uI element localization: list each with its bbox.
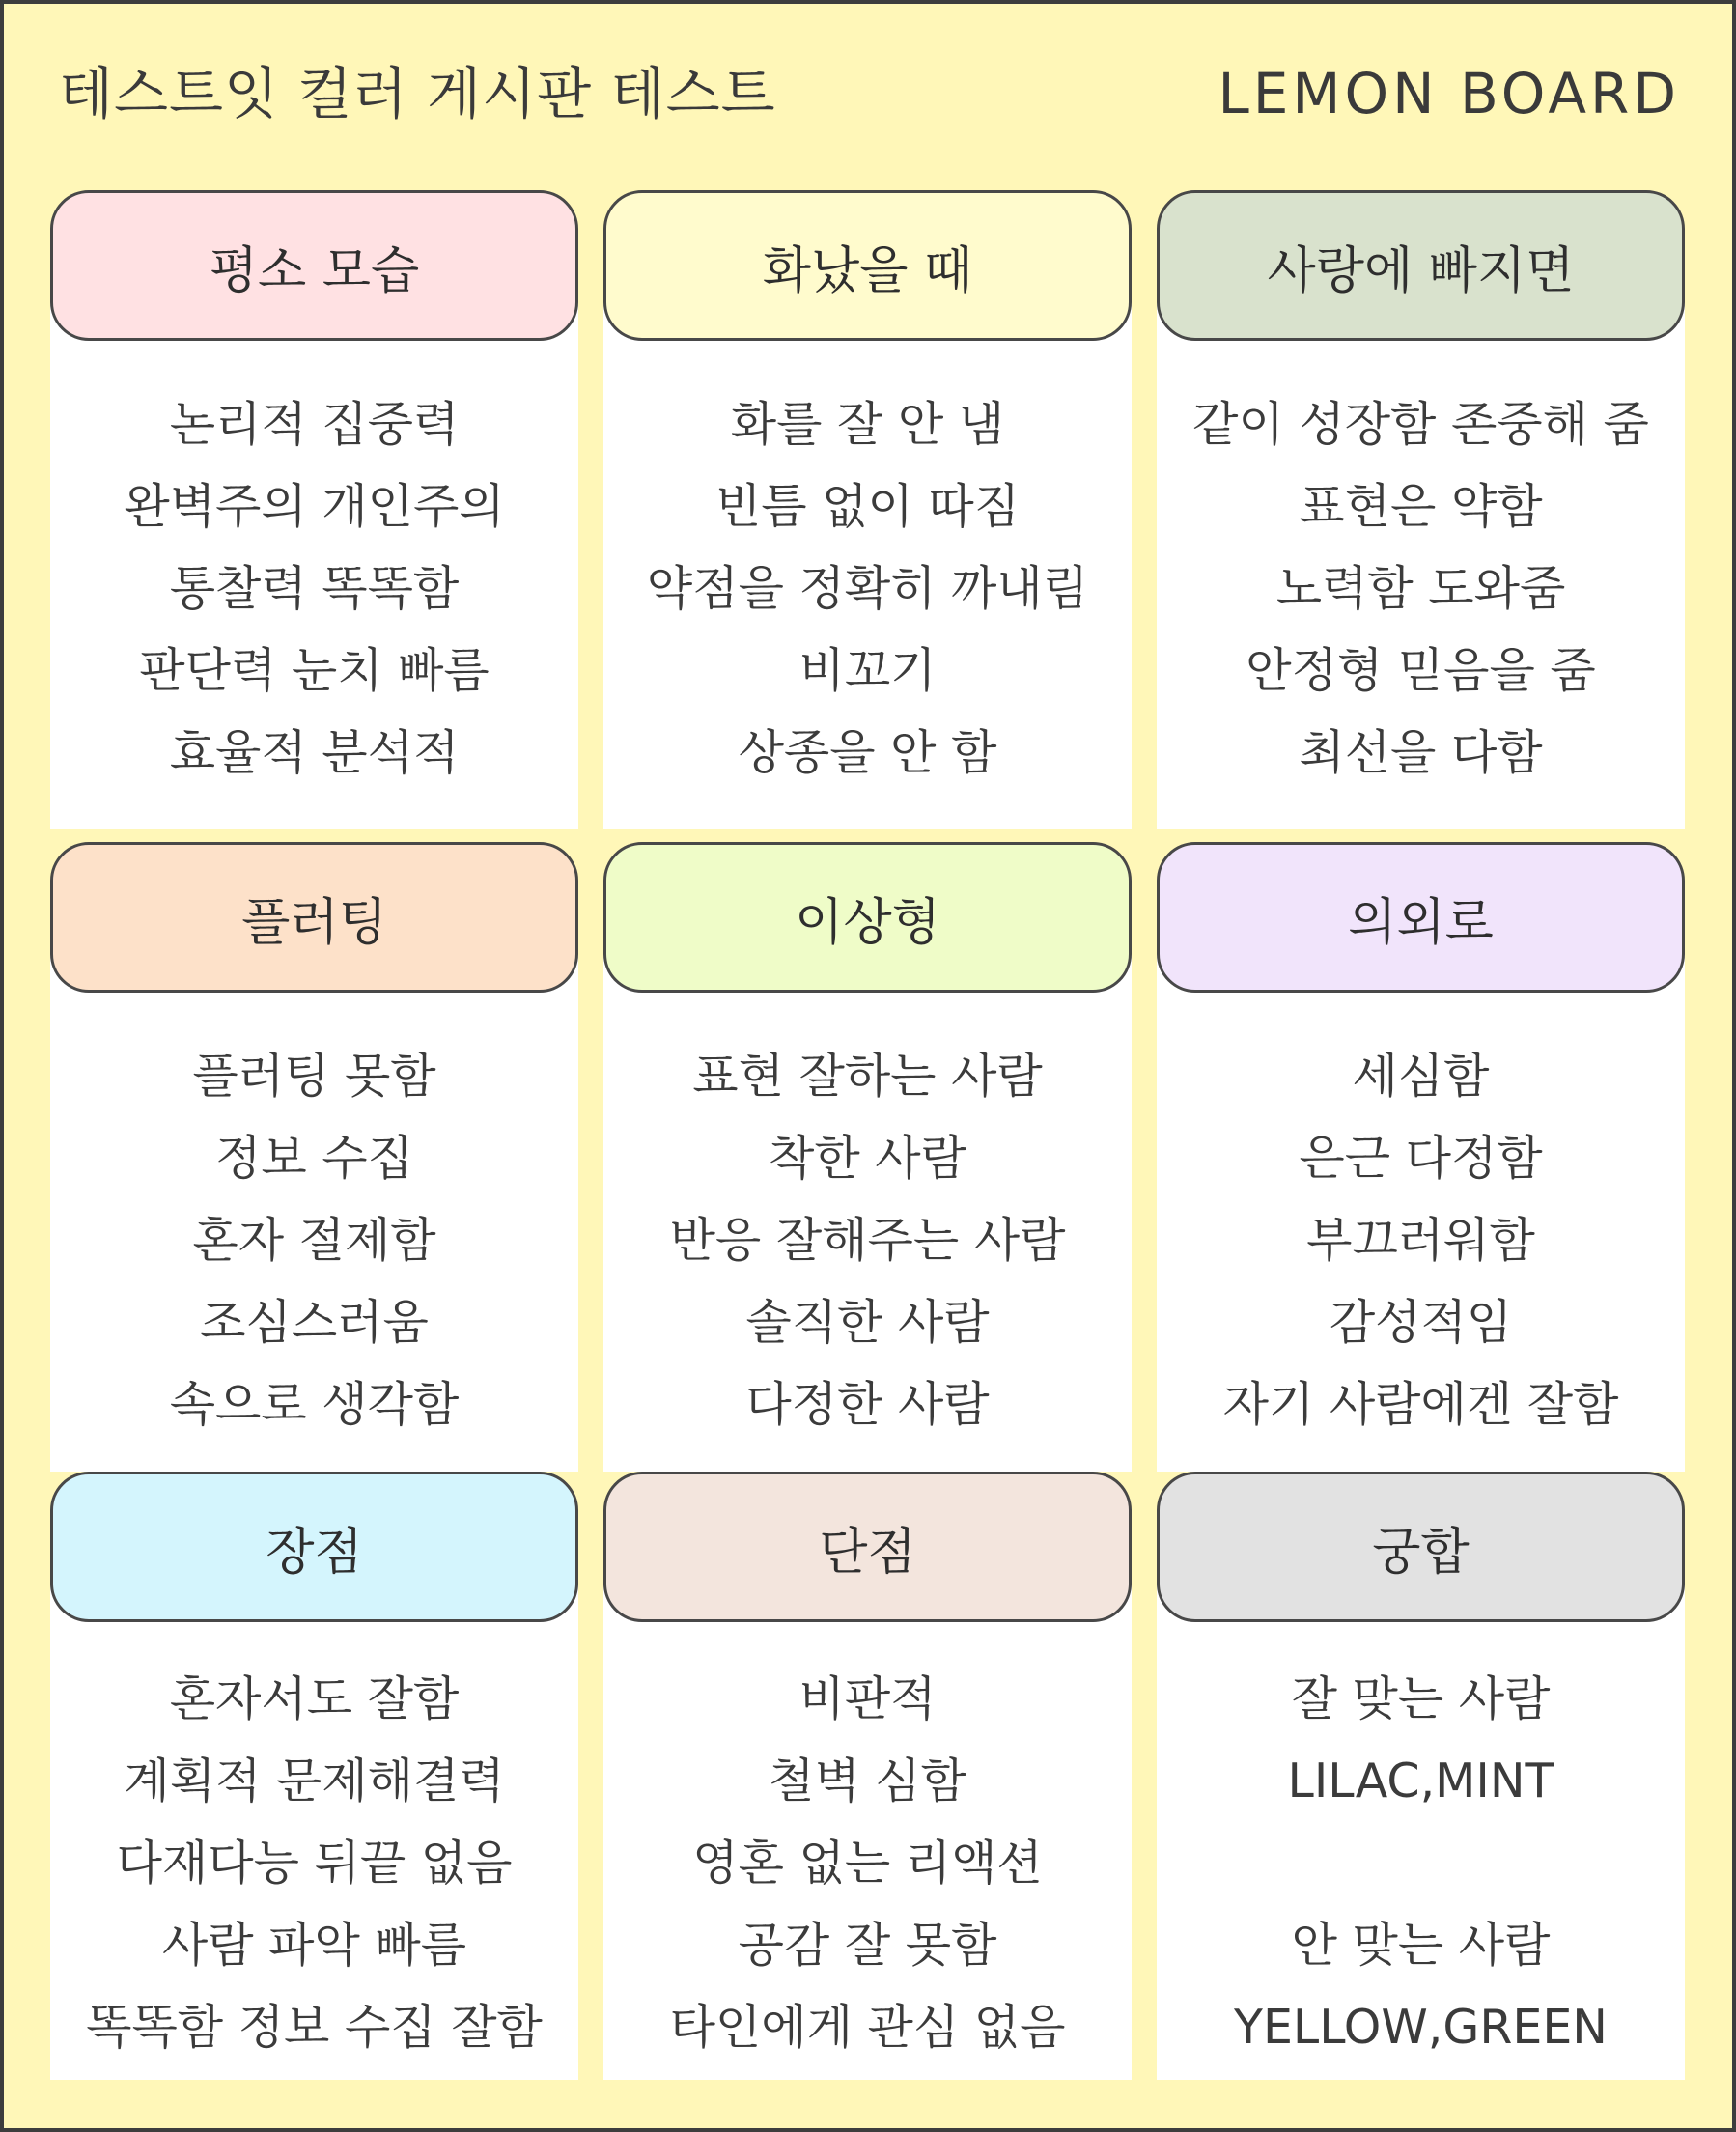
list-item: 공감 잘 못함	[738, 1918, 997, 1973]
list-item: 비꼬기	[798, 643, 937, 698]
list-item: 자기 사람에겐 잘함	[1222, 1377, 1619, 1432]
list-item: 표현 잘하는 사람	[692, 1049, 1043, 1104]
list-item: 비판적	[798, 1671, 937, 1726]
card-strengths	[50, 1472, 578, 2080]
list-item: 사람 파악 빠름	[161, 1918, 467, 1973]
list-item: 화를 잘 안 냄	[730, 397, 1005, 452]
list-item: 계획적 문제해결력	[124, 1753, 505, 1809]
list-item: 정보 수집	[215, 1131, 413, 1186]
card-list	[603, 383, 1132, 794]
list-item: 은근 다정함	[1299, 1131, 1543, 1186]
card-heading: 플러팅	[50, 842, 578, 993]
card-list	[50, 383, 578, 794]
list-item: 혼자 절제함	[192, 1213, 436, 1268]
card-heading: 평소 모습	[50, 190, 578, 341]
list-item: 플러팅 못함	[192, 1049, 436, 1104]
list-item: 약점을 정확히 까내림	[646, 561, 1089, 616]
card-list	[1157, 383, 1685, 794]
card-flirting	[50, 842, 578, 1472]
list-item: 솔직한 사람	[745, 1295, 990, 1350]
list-item: 안 맞는 사람	[1291, 1918, 1551, 1973]
card-list	[603, 1035, 1132, 1445]
card-heading: 궁합	[1157, 1472, 1685, 1622]
list-item: 같이 성장함 존중해 줌	[1192, 397, 1649, 452]
card-heading: 단점	[603, 1472, 1132, 1622]
list-item: 혼자서도 잘함	[169, 1671, 460, 1726]
list-item: 반응 잘해주는 사람	[669, 1213, 1066, 1268]
list-item: 완벽주의 개인주의	[124, 479, 505, 534]
list-item: 다재다능 뒤끝 없음	[116, 1836, 513, 1891]
list-item: 논리적 집중력	[169, 397, 460, 452]
list-item: 안정형 믿음을 줌	[1246, 643, 1596, 698]
card-list	[1157, 1658, 1685, 2068]
list-item: 잘 맞는 사람	[1291, 1671, 1551, 1726]
card-list	[1157, 1035, 1685, 1445]
list-item: 최선을 다함	[1299, 725, 1543, 780]
list-item	[1157, 1822, 1685, 1904]
list-item: 조심스러움	[200, 1295, 429, 1350]
card-angry	[603, 190, 1132, 829]
card-heading: 의외로	[1157, 842, 1685, 993]
card-compatibility	[1157, 1472, 1685, 2080]
list-item: 속으로 생각함	[169, 1377, 460, 1432]
list-item: 표현은 약함	[1299, 479, 1543, 534]
card-list	[603, 1658, 1132, 2068]
list-item: 감성적임	[1329, 1295, 1513, 1350]
page-title: 테스트잇 컬러 게시판 테스트	[59, 61, 776, 126]
list-item: 똑똑함 정보 수집 잘함	[86, 2000, 543, 2055]
card-in-love	[1157, 190, 1685, 829]
list-item: 빈틈 없이 따짐	[714, 479, 1021, 534]
list-item: 판단력 눈치 빠름	[139, 643, 490, 698]
list-item: 다정한 사람	[745, 1377, 990, 1432]
card-heading: 사랑에 빠지면	[1157, 190, 1685, 341]
list-item: 통찰력 똑똑함	[169, 561, 460, 616]
list-item: 영혼 없는 리액션	[692, 1836, 1043, 1891]
card-surprisingly	[1157, 842, 1685, 1472]
list-item: 세심함	[1352, 1049, 1490, 1104]
list-item: 착한 사람	[769, 1131, 966, 1186]
list-item: 타인에게 관심 없음	[669, 2000, 1066, 2055]
card-heading: 이상형	[603, 842, 1132, 993]
card-normal	[50, 190, 578, 829]
card-list	[50, 1658, 578, 2068]
card-heading: 장점	[50, 1472, 578, 1622]
card-ideal-type	[603, 842, 1132, 1472]
card-heading: 화났을 때	[603, 190, 1132, 341]
list-item: 효율적 분석적	[169, 725, 460, 780]
list-item: 부끄러워함	[1306, 1213, 1535, 1268]
list-item: YELLOW,GREEN	[1234, 2000, 1608, 2055]
card-weaknesses	[603, 1472, 1132, 2080]
brand-label: LEMON BOARD	[1218, 61, 1680, 126]
list-item: LILAC,MINT	[1287, 1753, 1554, 1809]
list-item: 철벽 심함	[769, 1753, 966, 1809]
card-list	[50, 1035, 578, 1445]
list-item: 노력함 도와줌	[1275, 561, 1566, 616]
list-item: 상종을 안 함	[738, 725, 997, 780]
